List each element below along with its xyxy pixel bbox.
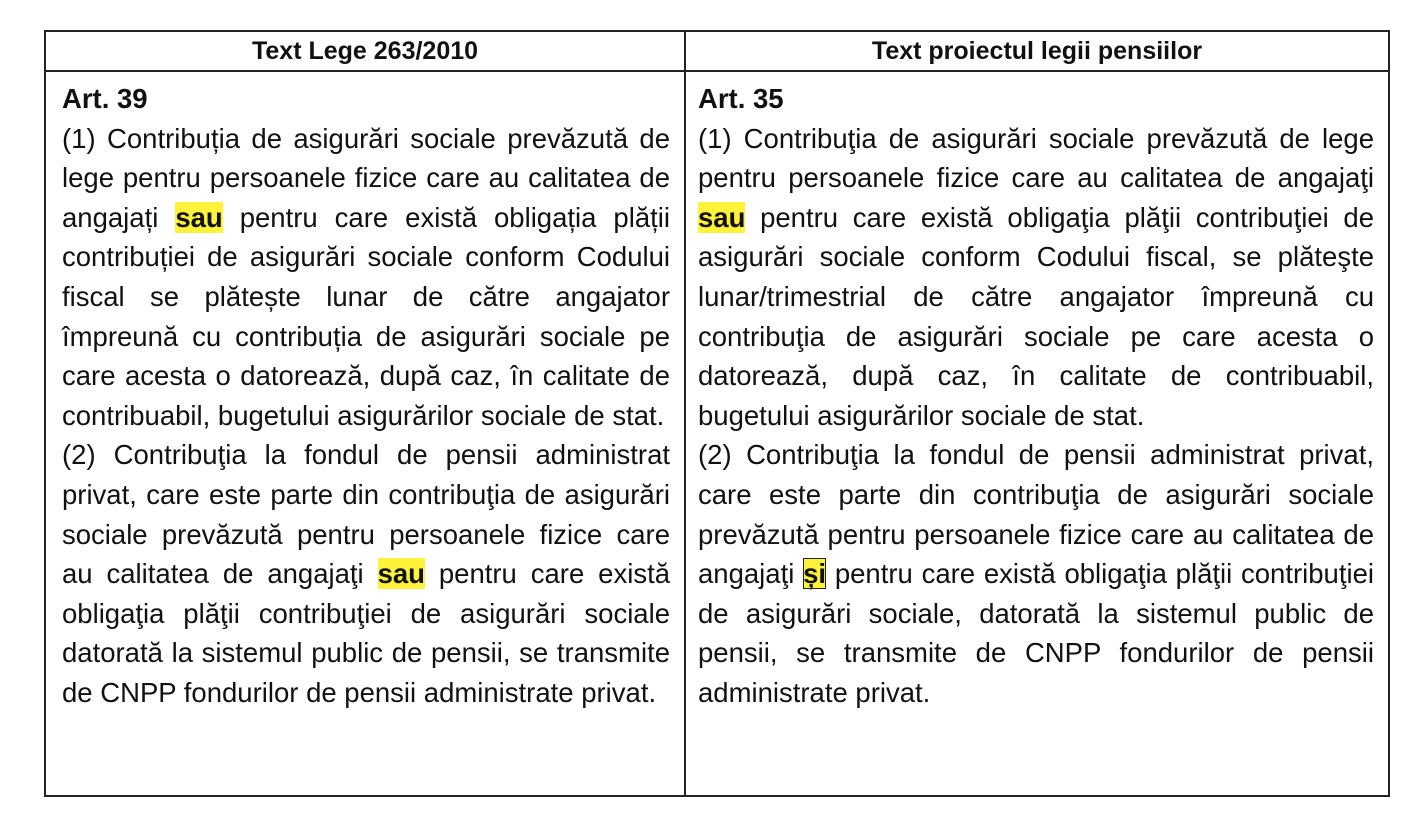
left-p1-text-after: pentru care există obligația plății contribuției de asigurări sociale conform Codului fiscal se plătește lunar de către angajator împreună cu contribuția de asigurări sociale pe care acesta o datorează, după caz, în calitate de contribuabil, bugetului asigurărilor sociale de stat.: [62, 201, 670, 431]
right-cell: [698, 72, 1374, 713]
header-right-column: Text proiectul legii pensiilor: [871, 37, 1203, 65]
right-p1-text-before: (1) Contribuţia de asigurări sociale prevăzută de lege pentru persoanele fizice care au calitatea de angajaţi: [698, 122, 1374, 194]
left-p2-text-before: (2) Contribuţia la fondul de pensii administrat privat, care este parte din contribuţia de asigurări sociale prevăzută pentru persoanele fizice care au calitatea de angajaţi: [62, 439, 670, 590]
left-paragraph-2: [62, 435, 670, 712]
comparison-table: [44, 30, 1390, 797]
table-header-row: [46, 32, 1388, 72]
right-p2-text-after: pentru care există obligaţia plăţii contribuţiei de asigurări sociale, datorată la sistemul public de pensii, se transmite de CNPP fondurilor de pensii administrate privat.: [698, 558, 1374, 708]
right-paragraph-1: [698, 119, 1374, 436]
left-p1-text-before: (1) Contribuția de asigurări sociale prevăzută de lege pentru persoanele fizice care au calitatea de angajați: [62, 122, 670, 233]
left-paragraph-1: [62, 119, 670, 436]
right-article-title: Art. 35: [698, 83, 784, 114]
left-p1-highlight: sau: [175, 201, 223, 233]
right-p2-text-before: (2) Contribuţia la fondul de pensii administrat privat, care este parte din contribuţia de asigurări sociale prevăzută pentru persoanele fizice care au calitatea de angajaţi: [698, 439, 1374, 590]
right-paragraph-2: [698, 435, 1374, 712]
right-p1-highlight: sau: [698, 201, 746, 233]
column-divider: [684, 32, 686, 795]
right-p1-text-after: pentru care există obligaţia plăţii contribuţiei de asigurări sociale conform Codului fiscal, se plăteşte lunar/trimestrial de către angajator împreună cu contribuţia de asigurări sociale pe care acesta o datorează, după caz, în calitate de contribuabil, bugetului asigurărilor sociale de stat.: [698, 201, 1374, 431]
left-p2-text-after: pentru care există obligaţia plăţii contribuţiei de asigurări sociale datorată la sistemul public de pensii, se transmite de CNPP fondurilor de pensii administrate privat.: [62, 558, 671, 708]
left-p2-highlight: sau: [377, 558, 425, 590]
left-article-title: Art. 39: [62, 83, 148, 114]
right-p2-highlight: și: [803, 558, 827, 590]
header-left-column: Text Lege 263/2010: [251, 37, 479, 65]
left-cell: [62, 72, 670, 713]
